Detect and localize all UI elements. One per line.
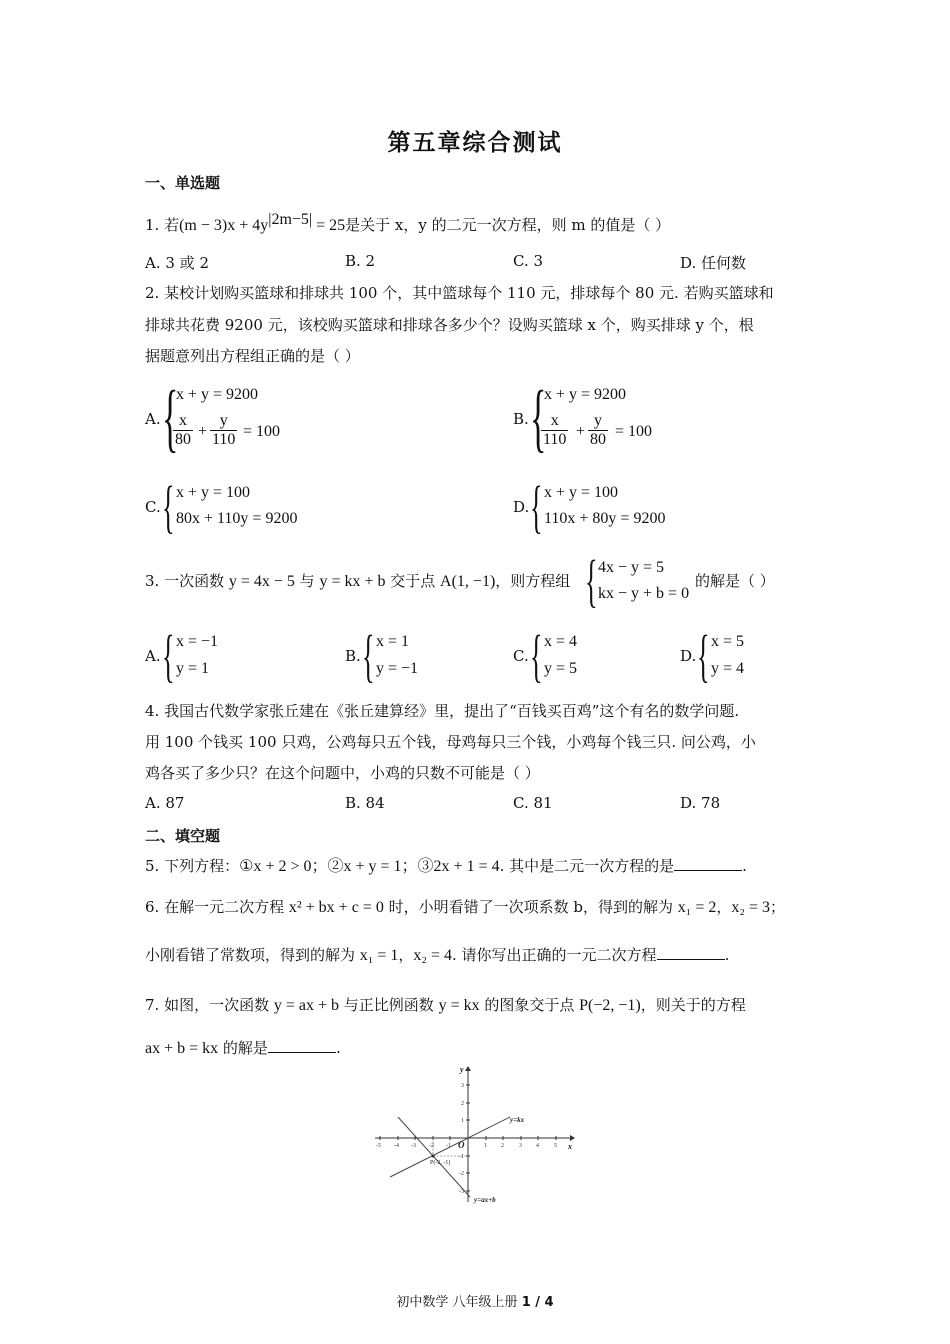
question-7-line-2: ax + b = kx 的解是 .: [145, 1039, 341, 1057]
x-tick-label: 5: [554, 1143, 557, 1149]
q6-equation: x² + bx + c = 0: [288, 899, 384, 916]
q2-option-a-rhs: = 100: [243, 423, 281, 440]
question-5: 5. 下列方程：①x + 2 > 0；②x + y = 1；③2x + 1 = 4. 其中是二元一次方程的是 .: [145, 857, 747, 875]
y-tick-label: 3: [461, 1083, 464, 1089]
q2-option-a-brace: {: [162, 376, 179, 460]
footer-text: 初中数学 八年级上册: [396, 1295, 522, 1310]
q3-option-b-eq2: y = −1: [376, 660, 419, 677]
q5-eq-2: ；②x + y = 1: [311, 858, 402, 875]
q3-option-c-eq1: x = 4: [544, 633, 578, 650]
q3-option-d-eq1: x = 5: [711, 633, 745, 650]
q4-line-1: 4. 我国古代数学家张丘建在《张丘建算经》里，提出了“百钱买百鸡”这个有名的数学问题.: [145, 702, 740, 720]
q2-option-d-brace: {: [530, 474, 543, 539]
q6-answer-blank: [657, 945, 725, 960]
y-tick-label: -3: [459, 1189, 464, 1195]
q2-option-c-eq2: 80x + 110y = 9200: [176, 510, 298, 527]
q3-func-2: y = kx + b: [319, 573, 386, 590]
q6-root-1: x₁ = 2: [677, 899, 717, 916]
q6-root-4: x₂ = 4: [413, 947, 453, 964]
q2-option-d-label: D.: [513, 498, 530, 516]
q4-line-2: 用 100 个钱买 100 只鸡，公鸡每只五个钱，母鸡每只三个钱，小鸡每个钱三只. 问公鸡，小: [145, 733, 756, 751]
q6-root-2: x₂ = 3: [731, 899, 770, 916]
question-6-line-1: 6. 在解一元二次方程 x² + bx + c = 0 时，小明看错了一次项系数 b，得到的解为 x₁ = 2，x₂ = 3；: [145, 898, 785, 916]
q2-option-b-frac2: $\frac{y}{80}$: [590, 412, 606, 448]
q4-option-c: C. 81: [513, 794, 553, 812]
section-heading-single-choice: 一、单选题: [145, 174, 221, 192]
q2-option-a-plus: +: [198, 423, 208, 440]
q3-option-a-eq1: x = −1: [176, 633, 219, 650]
q7-answer-blank: [268, 1038, 336, 1053]
q1-exponent: |2m−5|: [268, 211, 313, 228]
q3-post: 的解是（ ）: [695, 572, 775, 590]
page-number: 1 / 4: [521, 1295, 554, 1310]
q2-option-d-eq1: x + y = 100: [544, 484, 619, 501]
q2-option-a-frac2: $\frac{y}{110}$: [212, 412, 236, 448]
q3-option-b-eq1: x = 1: [376, 633, 410, 650]
q2-option-b-rhs: = 100: [615, 423, 653, 440]
q1-pre: 1. 若: [145, 216, 180, 234]
q2-line-1: 2. 某校计划购买篮球和排球共 100 个，其中篮球每个 110 元，排球每个 80 元. 若购买篮球和: [145, 284, 774, 302]
line-y-kx: [390, 1117, 510, 1177]
q1-eq: = 25: [312, 217, 346, 234]
q7-equation: ax + b = kx: [145, 1040, 219, 1057]
q2-option-b-frac1: $\frac{x}{110}$: [543, 412, 567, 448]
q3-system-eq2: kx − y + b = 0: [598, 585, 690, 602]
x-tick-label: -4: [394, 1143, 399, 1149]
q6-root-3: x₁ = 1: [359, 947, 399, 964]
question-7-line-1: 7. 如图，一次函数 y = ax + b 与正比例函数 y = kx 的图象交于点 P(−2, −1)，则关于的方程: [145, 996, 746, 1014]
q3-option-b-brace: {: [362, 623, 375, 688]
x-tick-label: -3: [411, 1143, 416, 1149]
function-graph-figure: [370, 1062, 580, 1207]
q3-system-brace: {: [585, 548, 598, 613]
q3-option-a-label: A.: [145, 647, 161, 665]
q2-option-b-plus: +: [576, 423, 586, 440]
q2-option-a-eq1: x + y = 9200: [176, 386, 259, 403]
q4-option-d: D. 78: [680, 794, 721, 812]
x-tick-label: 3: [519, 1143, 522, 1149]
y-axis-label: y: [460, 1065, 464, 1074]
x-tick-label: 2: [501, 1143, 504, 1149]
section-heading-fill-in: 二、填空题: [145, 827, 221, 845]
x-tick-label: -2: [429, 1143, 434, 1149]
q5-answer-blank: [674, 856, 742, 871]
x-tick-label: 1: [484, 1143, 487, 1149]
question-1-stem: [145, 210, 670, 236]
page-title: 第五章综合测试: [387, 129, 563, 156]
q3-point: A(1, −1): [440, 573, 496, 590]
q1-option-b: B. 2: [345, 252, 376, 270]
q1-option-d: D. 任何数: [680, 254, 747, 272]
q3-option-c-brace: {: [530, 623, 543, 688]
y-tick-label: -1: [459, 1154, 464, 1160]
question-3-stem: 3. 一次函数 y = 4x − 5 与 y = kx + b 交于点 A(1, −1)，则方程组: [145, 572, 571, 590]
x-tick-label: 4: [536, 1143, 539, 1149]
q1-option-a: A. 3 或 2: [145, 254, 209, 272]
y-tick-label: 1: [461, 1118, 464, 1124]
q2-option-d-eq2: 110x + 80y = 9200: [544, 510, 666, 527]
q3-option-d-brace: {: [697, 623, 710, 688]
y-axis-arrow: [465, 1066, 471, 1071]
q3-option-b-label: B.: [345, 647, 361, 665]
q3-option-a-brace: {: [162, 623, 175, 688]
line-y-kx-label: y=kx: [510, 1116, 525, 1124]
q4-option-b: B. 84: [345, 794, 385, 812]
q2-option-a-frac1: $\frac{x}{80}$: [175, 412, 191, 448]
y-tick-label: -2: [459, 1171, 464, 1177]
q1-post: 是关于 x，y 的二元一次方程，则 m 的值是（ ）: [345, 216, 671, 234]
q2-option-c-brace: {: [162, 474, 175, 539]
q3-option-c-label: C.: [513, 647, 529, 665]
question-6-line-2: 小刚看错了常数项，得到的解为 x₁ = 1，x₂ = 4. 请你写出正确的一元二次方程 .: [145, 946, 730, 964]
q4-option-a: A. 87: [145, 794, 185, 812]
q2-option-b-label: B.: [513, 410, 529, 428]
q1-expr: (m − 3)x + 4y: [179, 217, 269, 234]
q5-eq-1: ①x + 2 > 0: [239, 858, 312, 875]
q7-func-2: y = kx: [438, 997, 480, 1014]
q3-option-d-eq2: y = 4: [711, 660, 745, 677]
origin-label: O: [458, 1140, 465, 1150]
q5-eq-3: ；③2x + 1 = 4: [401, 858, 500, 875]
q1-option-c: C. 3: [513, 252, 544, 270]
q7-point: P(−2, −1): [579, 997, 641, 1014]
q3-option-d-label: D.: [680, 647, 697, 665]
q2-line-2: 排球共花费 9200 元，该校购买篮球和排球各多少个？设购买篮球 x 个，购买排球 y 个，根: [145, 316, 754, 334]
q3-option-c-eq2: y = 5: [544, 660, 578, 677]
q7-func-1: y = ax + b: [273, 997, 340, 1014]
q2-option-b-eq1: x + y = 9200: [544, 386, 627, 403]
page-footer: [0, 1291, 950, 1310]
q2-option-c-eq1: x + y = 100: [176, 484, 251, 501]
q2-line-3: 据题意列出方程组正确的是（ ）: [145, 347, 360, 365]
y-tick-label: 2: [461, 1101, 464, 1107]
x-axis-arrow: [570, 1135, 575, 1141]
q3-func-1: y = 4x − 5: [228, 573, 295, 590]
x-tick-label: -1: [446, 1143, 451, 1149]
q2-option-b-brace: {: [530, 376, 547, 460]
x-axis-label: x: [568, 1142, 572, 1151]
point-p-label: P(-2, -1): [430, 1160, 451, 1166]
q3-system-eq1: 4x − y = 5: [598, 559, 665, 576]
q3-option-a-eq2: y = 1: [176, 660, 210, 677]
x-tick-label: -5: [376, 1143, 381, 1149]
q4-line-3: 鸡各买了多少只？在这个问题中，小鸡的只数不可能是（ ）: [145, 764, 540, 782]
q2-option-c-label: C.: [145, 498, 161, 516]
line-y-ax-b-label: y=ax+b: [474, 1196, 496, 1204]
q2-option-a-label: A.: [145, 410, 161, 428]
